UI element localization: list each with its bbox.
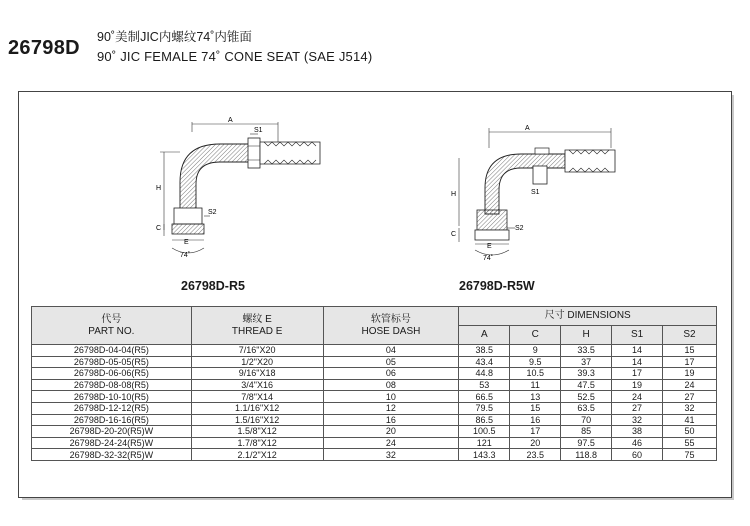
cell-part-no: 26798D-10-10(R5) bbox=[32, 391, 192, 403]
cell-hose-dash: 16 bbox=[323, 414, 459, 426]
header-dimensions: 尺寸 DIMENSIONS bbox=[459, 307, 717, 326]
cell-thread: 1.5/8"X12 bbox=[191, 426, 323, 438]
cell-hose-dash: 08 bbox=[323, 379, 459, 391]
cell-dim-s1: 24 bbox=[612, 391, 663, 403]
dim-e-label: E bbox=[184, 239, 189, 246]
cell-dim-a: 44.8 bbox=[459, 368, 510, 380]
cell-dim-s2: 27 bbox=[663, 391, 717, 403]
header-thread-en: THREAD E bbox=[231, 325, 283, 337]
cell-dim-c: 9.5 bbox=[510, 356, 561, 368]
cell-thread: 1.5/16"X12 bbox=[191, 414, 323, 426]
cell-part-no: 26798D-05-05(R5) bbox=[32, 356, 192, 368]
cell-hose-dash: 04 bbox=[323, 345, 459, 357]
cell-dim-c: 17 bbox=[510, 426, 561, 438]
cell-dim-s2: 17 bbox=[663, 356, 717, 368]
cell-dim-a: 38.5 bbox=[459, 345, 510, 357]
table-row bbox=[32, 402, 717, 414]
cell-hose-dash: 12 bbox=[323, 402, 459, 414]
cell-dim-s1: 17 bbox=[612, 368, 663, 380]
cell-dim-c: 16 bbox=[510, 414, 561, 426]
cell-hose-dash: 10 bbox=[323, 391, 459, 403]
cell-dim-a: 79.5 bbox=[459, 402, 510, 414]
header-dim-h: H bbox=[561, 326, 612, 345]
cell-dim-a: 53 bbox=[459, 379, 510, 391]
cell-dim-a: 143.3 bbox=[459, 449, 510, 461]
cell-hose-dash: 06 bbox=[323, 368, 459, 380]
cell-dim-s2: 55 bbox=[663, 437, 717, 449]
cell-dim-a: 100.5 bbox=[459, 426, 510, 438]
header-thread bbox=[191, 307, 323, 345]
fitting-drawing-r5 bbox=[150, 112, 330, 262]
cell-dim-h: 37 bbox=[561, 356, 612, 368]
cell-part-no: 26798D-24-24(R5)W bbox=[32, 437, 192, 449]
dim-h-label: H bbox=[156, 185, 162, 192]
cell-part-no: 26798D-08-08(R5) bbox=[32, 379, 192, 391]
product-code: 26798D bbox=[8, 37, 80, 59]
cell-dim-c: 10.5 bbox=[510, 368, 561, 380]
cell-dim-a: 66.5 bbox=[459, 391, 510, 403]
cell-dim-s1: 60 bbox=[612, 449, 663, 461]
cell-dim-c: 9 bbox=[510, 345, 561, 357]
cell-part-no: 26798D-20-20(R5)W bbox=[32, 426, 192, 438]
cell-thread: 1.1/16"X12 bbox=[191, 402, 323, 414]
fitting-drawing-r5w bbox=[445, 118, 625, 268]
dim-c-label-w: C bbox=[451, 231, 457, 238]
header-hose-dash bbox=[323, 307, 459, 345]
cell-thread: 2.1/2"X12 bbox=[191, 449, 323, 461]
cell-dim-s1: 14 bbox=[612, 345, 663, 357]
cell-hose-dash: 32 bbox=[323, 449, 459, 461]
cell-dim-s2: 32 bbox=[663, 402, 717, 414]
dim-e-label-w: E bbox=[487, 243, 492, 250]
table-row bbox=[32, 391, 717, 403]
dim-angle-label-w: 74˚ bbox=[483, 255, 494, 262]
cell-thread: 7/8"X14 bbox=[191, 391, 323, 403]
dim-s2-label-w: S2 bbox=[515, 225, 524, 232]
cell-dim-s1: 27 bbox=[612, 402, 663, 414]
cell-part-no: 26798D-04-04(R5) bbox=[32, 345, 192, 357]
cell-dim-s1: 19 bbox=[612, 379, 663, 391]
cell-part-no: 26798D-16-16(R5) bbox=[32, 414, 192, 426]
header-part-cn: 代号 bbox=[101, 313, 122, 325]
cell-dim-c: 13 bbox=[510, 391, 561, 403]
dim-angle-label: 74˚ bbox=[180, 252, 191, 259]
header-dim-a: A bbox=[459, 326, 510, 345]
table-row bbox=[32, 437, 717, 449]
cell-dim-a: 86.5 bbox=[459, 414, 510, 426]
cell-dim-s1: 46 bbox=[612, 437, 663, 449]
cell-dim-h: 39.3 bbox=[561, 368, 612, 380]
table-row bbox=[32, 368, 717, 380]
cell-dim-s1: 38 bbox=[612, 426, 663, 438]
cell-part-no: 26798D-32-32(R5)W bbox=[32, 449, 192, 461]
table-row bbox=[32, 356, 717, 368]
table-row bbox=[32, 414, 717, 426]
dim-a-label: A bbox=[228, 117, 233, 124]
cell-part-no: 26798D-12-12(R5) bbox=[32, 402, 192, 414]
cell-dim-s2: 24 bbox=[663, 379, 717, 391]
cell-dim-h: 97.5 bbox=[561, 437, 612, 449]
cell-dim-s1: 14 bbox=[612, 356, 663, 368]
header-hose-en: HOSE DASH bbox=[361, 325, 421, 337]
cell-dim-h: 63.5 bbox=[561, 402, 612, 414]
table-row bbox=[32, 379, 717, 391]
dim-s1-label-w: S1 bbox=[531, 189, 540, 196]
table-row bbox=[32, 449, 717, 461]
drawing-label-r5w: 26798D-R5W bbox=[459, 279, 535, 293]
cell-dim-s1: 32 bbox=[612, 414, 663, 426]
dim-c-label: C bbox=[156, 225, 162, 232]
cell-dim-s2: 15 bbox=[663, 345, 717, 357]
cell-hose-dash: 20 bbox=[323, 426, 459, 438]
dimensions-table bbox=[31, 306, 717, 461]
header-thread-cn: 螺纹 E bbox=[242, 313, 272, 325]
table-row bbox=[32, 426, 717, 438]
dim-h-label-w: H bbox=[451, 191, 457, 198]
cell-dim-a: 43.4 bbox=[459, 356, 510, 368]
cell-dim-s2: 50 bbox=[663, 426, 717, 438]
cell-dim-h: 118.8 bbox=[561, 449, 612, 461]
header-part-no bbox=[32, 307, 192, 345]
cell-dim-h: 85 bbox=[561, 426, 612, 438]
cell-dim-c: 15 bbox=[510, 402, 561, 414]
dim-s1-label: S1 bbox=[254, 127, 263, 134]
dim-s2-label: S2 bbox=[208, 209, 217, 216]
header-dim-s1: S1 bbox=[612, 326, 663, 345]
cell-dim-s2: 41 bbox=[663, 414, 717, 426]
cell-dim-h: 47.5 bbox=[561, 379, 612, 391]
cell-dim-h: 70 bbox=[561, 414, 612, 426]
cell-thread: 7/16"X20 bbox=[191, 345, 323, 357]
title-chinese: 90˚美制JIC内螺纹74˚内锥面 bbox=[97, 30, 252, 44]
cell-hose-dash: 24 bbox=[323, 437, 459, 449]
cell-dim-a: 121 bbox=[459, 437, 510, 449]
dim-a-label-w: A bbox=[525, 125, 530, 132]
cell-thread: 1.7/8"X12 bbox=[191, 437, 323, 449]
table-row bbox=[32, 345, 717, 357]
title-english: 90˚ JIC FEMALE 74˚ CONE SEAT (SAE J514) bbox=[97, 49, 373, 64]
header-hose-cn: 软管标号 bbox=[370, 313, 411, 325]
cell-thread: 3/4"X16 bbox=[191, 379, 323, 391]
cell-dim-c: 20 bbox=[510, 437, 561, 449]
cell-dim-c: 11 bbox=[510, 379, 561, 391]
cell-thread: 1/2"X20 bbox=[191, 356, 323, 368]
cell-dim-s2: 19 bbox=[663, 368, 717, 380]
cell-part-no: 26798D-06-06(R5) bbox=[32, 368, 192, 380]
cell-dim-h: 33.5 bbox=[561, 345, 612, 357]
header-part-en: PART NO. bbox=[88, 325, 135, 337]
cell-dim-c: 23.5 bbox=[510, 449, 561, 461]
drawing-label-r5: 26798D-R5 bbox=[181, 279, 245, 293]
cell-dim-s2: 75 bbox=[663, 449, 717, 461]
header-dim-s2: S2 bbox=[663, 326, 717, 345]
cell-thread: 9/16"X18 bbox=[191, 368, 323, 380]
cell-hose-dash: 05 bbox=[323, 356, 459, 368]
cell-dim-h: 52.5 bbox=[561, 391, 612, 403]
header-dim-c: C bbox=[510, 326, 561, 345]
